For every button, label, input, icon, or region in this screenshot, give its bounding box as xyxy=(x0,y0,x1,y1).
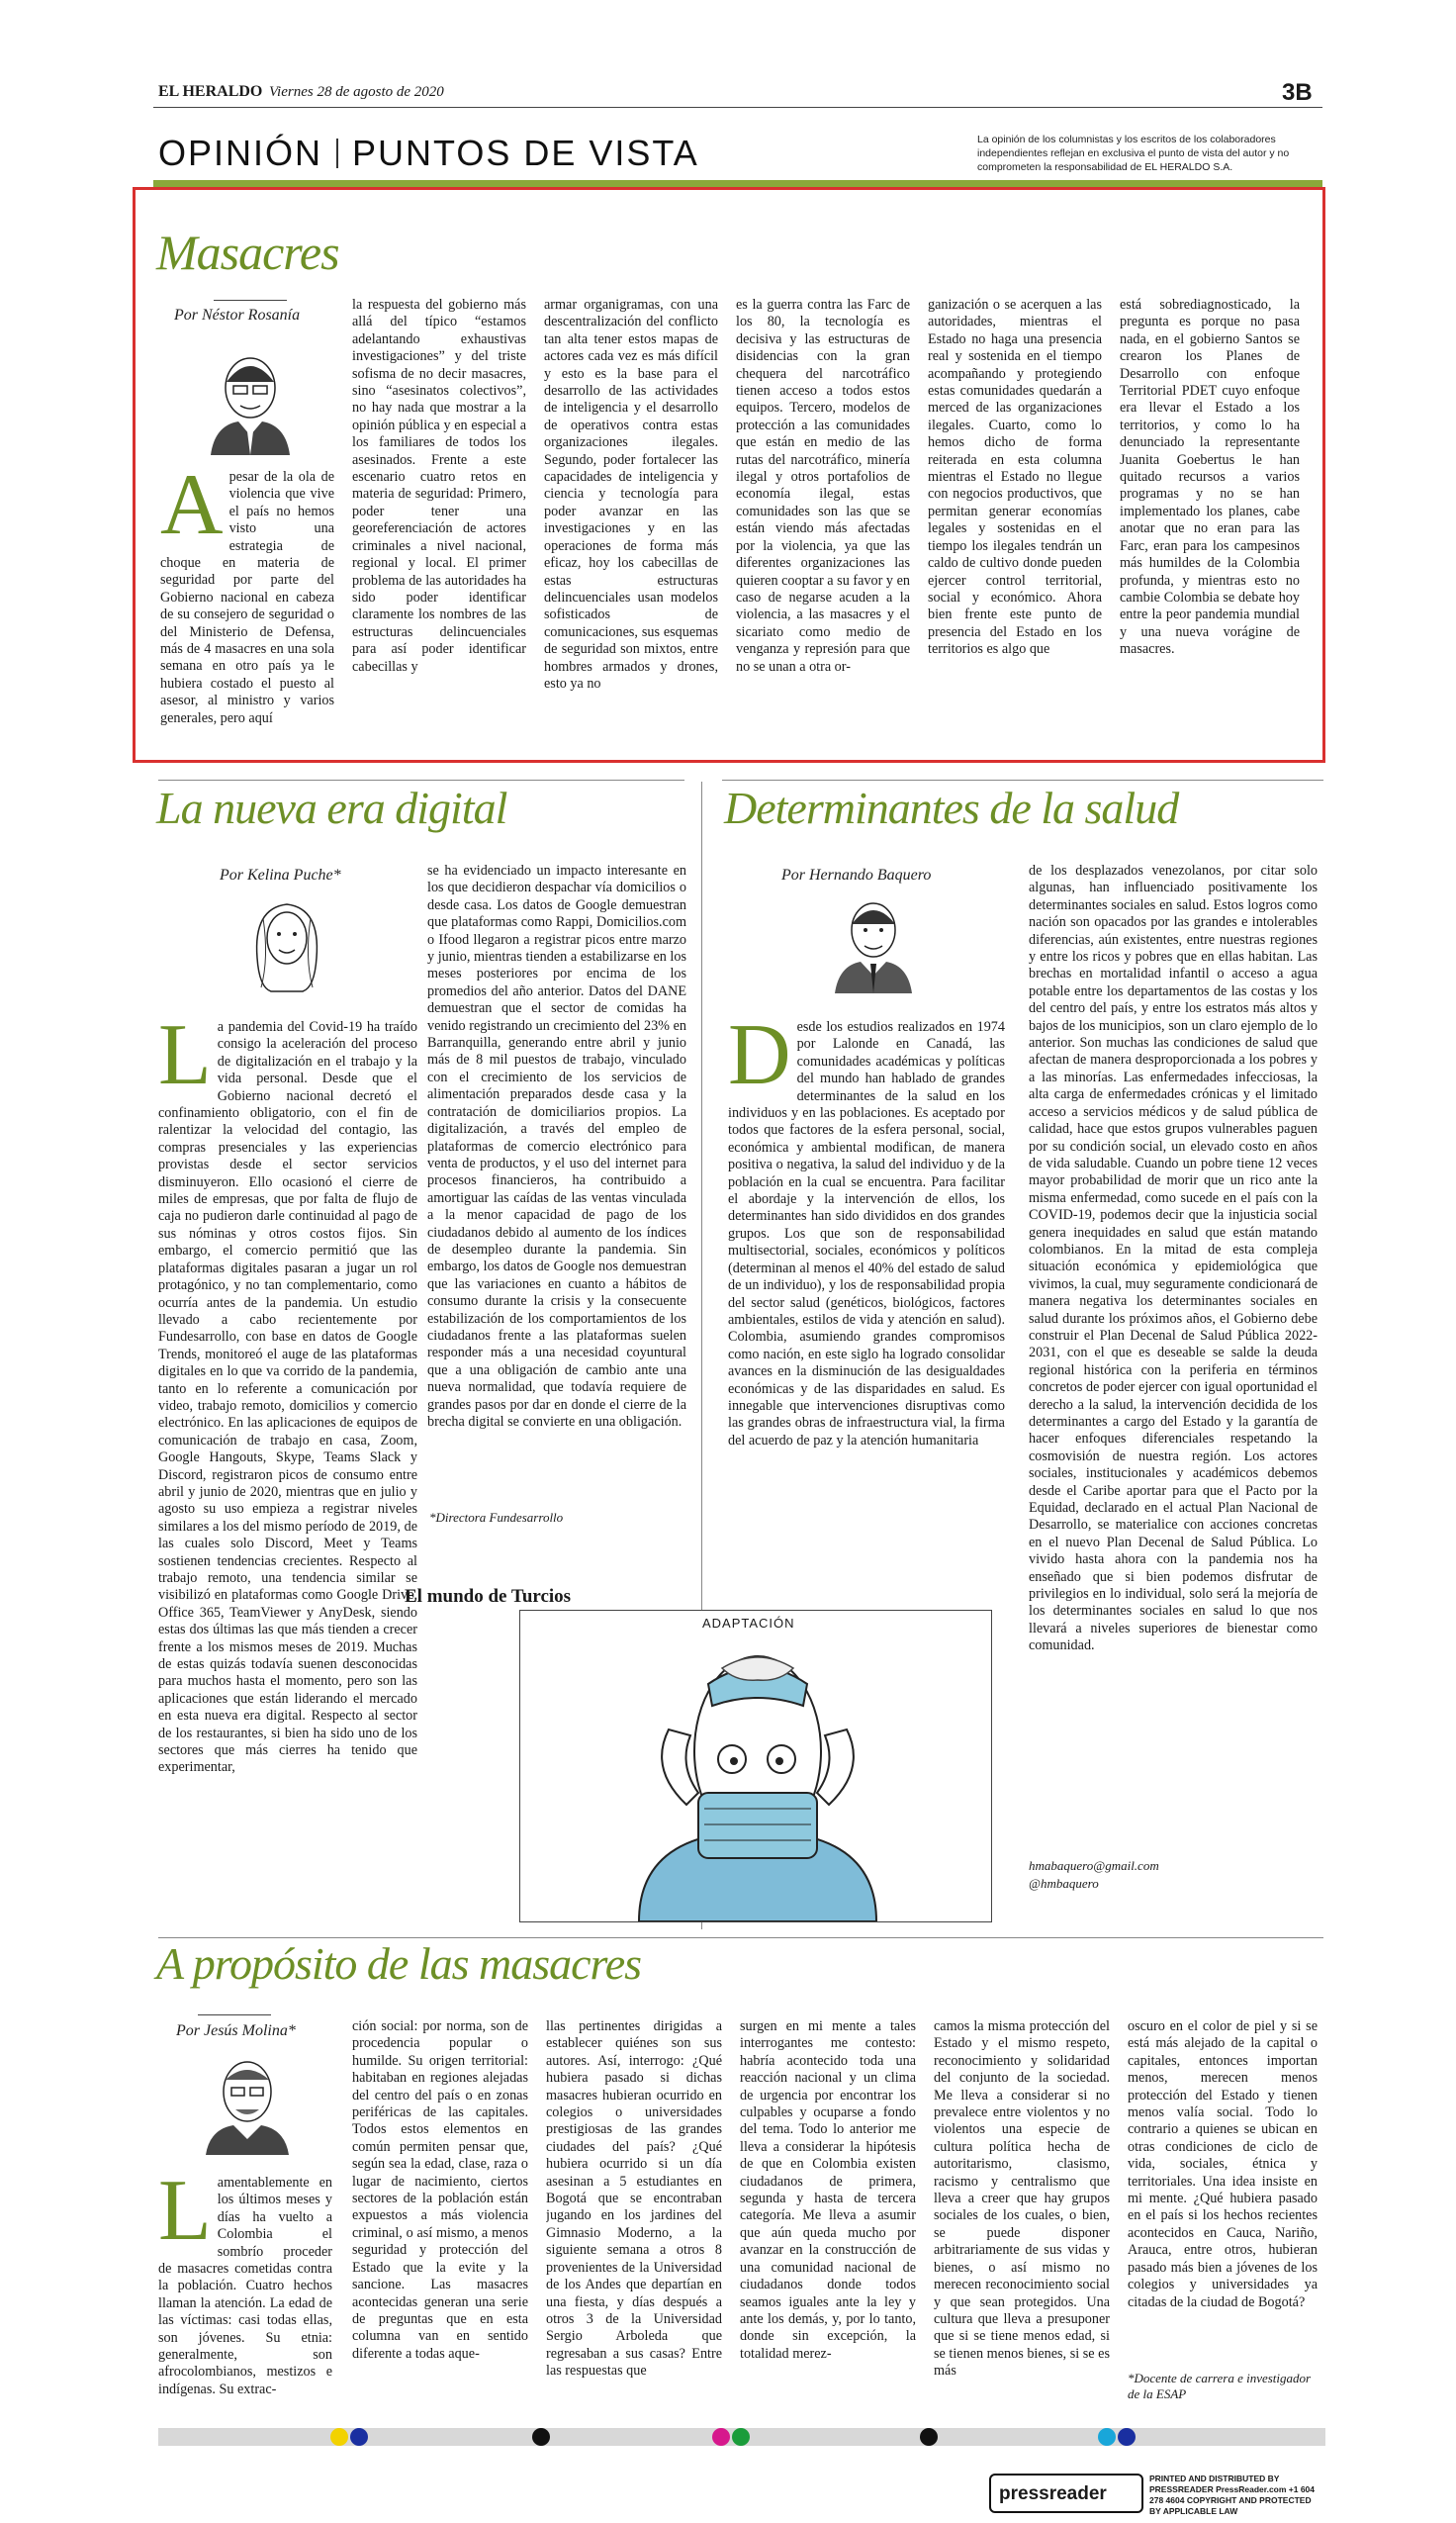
registration-dot-black xyxy=(532,2428,550,2446)
article-digital-title: La nueva era digital xyxy=(156,783,507,833)
page-number: 3B xyxy=(1282,79,1313,106)
byline-rule xyxy=(198,2014,271,2015)
cartoon-drawing xyxy=(520,1611,991,1921)
article-proposito-col-1: Lamentablemente en los últimos meses y días ha vuelto a Colombia el sombrío proceder de masacres cometidas contra la población. Cuatro hechos llaman la atención. La edad de las víctimas: casi todas ellas, son jóvenes. Su etnia: generalmente, son afrocolombianos, mestizos e indígenas. Su extrac- xyxy=(158,2175,332,2397)
article-masacres-col-6: está sobrediagnosticado, la pregunta es porque no pasa nada, en el gobierno Santos se crearon los Planes de Desarrollo con enfoque Territorial PDET cuyo enfoque era llevar el Estado a los territorios, y como lo ha denunciado la representante Juanita Goebertus le han quitado recursos a varios programas y no se han implementado los planes, cabe anotar que no eran para las Farc, eran para los campesinos más humildes de la Colombia profunda, y mientras esto no cambie Colombia se debate hoy entre la peor pandemia mundial y una nueva vorágine de masacres. xyxy=(1120,297,1300,658)
registration-dot-blue xyxy=(350,2428,368,2446)
issue-date: Viernes 28 de agosto de 2020 xyxy=(269,84,444,100)
section-opinion: OPINIÓN xyxy=(158,133,323,173)
article-digital-col-2: se ha evidenciado un impacto interesante en los que decidieron despachar vía domicilios o desde casa. Los datos de Google demuestran que plataformas como Rappi, Domicilios.com o Ifood llegaron a registrar picos entre marzo y junio, mientras tienden a estabilizarse en los meses posteriores por encima de los promedios del año anterior. Datos del DANE demuestran que el sector de comidas ha venido registrando un crecimiento del 23% en Barranquilla, generando entre abril y junio más de 8 mil puestos de trabajo, vinculado con el crecimiento de los servicios de alimentación preparados desde casa y la contratación de domiciliarios propios. La digitalización, a través del empleo de plataformas de comercio electrónico para venta de productos, y el uso del internet para procesos financieros, ha contribuido a amortiguar las caídas de las ventas vinculada a la menor capacidad de pago de los ciudadanos debido al aumento de los índices de desempleo durante la pandemia. Sin embargo, los datos de Google nos demuestran que las variaciones en cuanto a hábitos de consumo durante la crisis y la consecuente estabilización de los comportamientos de los ciudadanos frente a las plataformas suelen responder más a una necesidad coyuntural que a una obligación de cambio ante una nueva normalidad, que todavía requiere de grandes pasos por dar en donde el cierre de la brecha digital se convierte en una obligación. xyxy=(427,863,686,1430)
article-digital-col-1: La pandemia del Covid-19 ha traído consigo la aceleración del proceso de digitalización en el trabajo y la vida personal. Desde que el Gobierno nacional decretó el confinamiento obligatorio, con el fin de ralentizar la velocidad del contagio, las compras presenciales y las experiencias provistas desde el sector servicios disminuyeron. Ello ocasionó el cierre de miles de empresas, que por falta de flujo de caja no pudieron darle continuidad al pago de sus nóminas y otros costos fijos. Sin embargo, el comercio permitió que las plataformas digitales pasaran a jugar un rol protagónico, y no tan complementario, como ocurría antes de la pandemia. Un estudio llevado a cabo recientemente por Fundesarrollo, con base en datos de Google Trends, monitoreó el auge de las plataformas digitales en lo que va corrido de la pandemia, tanto en lo referente a comunicación por video, trabajo remoto, domicilios y comercio electrónico. En las aplicaciones de equipos de comunicación de trabajo en casa, Zoom, Google Hangouts, Skype, Teams Slack y Discord, registraron picos de consumo entre abril y junio de 2020, mientras que en julio y agosto su uso empieza a registrar niveles similares a los del mismo período de 2019, de las cuales solo Discord, Meet y Teams sostienen tendencias crecientes. Respecto al trabajo remoto, una tendencia similar se visibilizó en plataformas como Google Drive, Office 365, TeamViewer y AnyDesk, siendo estas dos últimas las que más tienden a crecer frente a los mismos meses de 2019. Muchas de estas quizás todavía suenen desconocidas para muchos hasta el momento, pero son las aplicaciones que están liderando el mercado en esta nueva era digital. Respecto al sector de los restaurantes, si bien ha sido uno de los sectores que más cierres ha tenido que experimentar, xyxy=(158,1019,417,1776)
author-puche-portrait xyxy=(237,888,336,999)
article-proposito-title: A propósito de las masacres xyxy=(156,1938,642,1989)
registration-dot-black xyxy=(920,2428,938,2446)
dropcap: D xyxy=(728,1019,791,1103)
pressreader-brand: pressreader xyxy=(999,2483,1107,2504)
author-rosania-portrait xyxy=(201,344,300,455)
author-molina-portrait xyxy=(198,2046,297,2155)
registration-dot-blue xyxy=(1118,2428,1136,2446)
article-digital-byline: Por Kelina Puche* xyxy=(220,867,341,884)
opinion-disclaimer: La opinión de los columnistas y los escritos de los colaboradores independientes reflejan en exclusiva el punto de vista del autor y no comprometen la responsabilidad de EL HERALDO S.A. xyxy=(977,134,1290,173)
section-title xyxy=(158,133,699,174)
author-baquero-handle: @hmbaquero xyxy=(1029,1876,1099,1891)
article-masacres-col-5: ganización o se acerquen a las autoridades, mientras el Estado no haga una presencia real y sostenida en el tiempo acompañando y protegiendo estas comunidades quedarán a merced de las organizaciones ilegales. Cuarto, como lo hemos dicho de forma reiterada en esta columna mientras el Estado no llegue con negocios productivos, que permitan generar economías legales y sostenidas en el tiempo los ilegales tendrán un caldo de cultivo donde pueden ejercer control territorial, social y económico. Ahora bien frente este punto de presencia del Estado en los territorios es algo que xyxy=(928,297,1102,658)
registration-dot-green xyxy=(732,2428,750,2446)
registration-dot-yellow xyxy=(330,2428,348,2446)
article-salud-title: Determinantes de la salud xyxy=(724,783,1179,833)
article-proposito-byline: Por Jesús Molina* xyxy=(176,2022,296,2039)
article-proposito-col-5: camos la misma protección del Estado y el mismo respeto, reconocimiento y solidaridad del conjunto de la sociedad. Me lleva a considerar si no prevalece entre violentos y no violentos una especie de cultura política hecha de autoritarismo, clasismo, racismo y centralismo que lleva a creer que hay grupos sociales de los cuales, o bien, se puede disponer arbitrariamente de sus vidas y bienes, o así mismo no merecen reconocimiento social y que sean protegidos. Una cultura que lleva a presuponer que si se tiene menos edad, si se tienen menos bienes, si se es más xyxy=(934,2018,1110,2380)
article-proposito-col-6: oscuro en el color de piel y si se está más alejado de la capital o capitales, entonces importan menos, merecen menos protección del Estado y tienen menos valía social. Todo lo contrario a quienes se ubican en otras condiciones de ciclo de vida, sociales, étnica y territoriales. Una idea insiste en mi mente. ¿Qué hubiera pasado en el país si los hechos recientes acontecidos en Cauca, Nariño, Arauca, entre otros, hubieran pasado más bien a jóvenes de los colegios y universidades ya citadas de la ciudad de Bogotá? xyxy=(1128,2018,1318,2310)
section-rule xyxy=(158,780,684,781)
cartoon-caption: ADAPTACIÓN xyxy=(702,1616,795,1631)
header-rule xyxy=(153,107,1322,108)
article-masacres-col-4: es la guerra contra las Farc de los 80, la tecnología es decisiva y las estructuras de disidencias con la gran chequera del narcotráfico tienen acceso a todos estos equipos. Tercero, modelos de protección a las comunidades que están en medio de las rutas del narcotráfico, minería ilegal y otros portafolios de economía ilegal, estas comunidades son las que se están viendo más afectadas por la violencia, ya que las diferentes organizaciones las quieren cooptar a su favor y en caso de negarse acuden a la violencia, a las masacres y el sicariato como medio de venganza y represión para que no se unan a otra or- xyxy=(736,297,910,675)
author-puche-note: *Directora Fundesarrollo xyxy=(429,1510,564,1525)
article-masacres-title: Masacres xyxy=(156,225,339,280)
dropcap: L xyxy=(158,2175,212,2259)
author-baquero-portrait xyxy=(829,888,918,993)
section-divider xyxy=(336,139,338,168)
dropcap: A xyxy=(160,469,224,553)
section-rule xyxy=(722,780,1323,781)
cartoon-title: El mundo de Turcios xyxy=(405,1586,572,1607)
article-salud-byline: Por Hernando Baquero xyxy=(781,867,932,884)
article-proposito-col-2: ción social: por norma, son de procedencia popular o humilde. Su origen territorial: habitaban en regiones alejadas del centro del país o en zonas periféricas de las capitales. Todos estos elementos en común permiten pensar que, según sea la edad, clase, raza o lugar de nacimiento, ciertos sectores de la población están expuestos a más violencia criminal, o así mismo, a menos seguridad y protección del Estado que la evite y la sancione. Las masacres acontecidas generan una serie de preguntas que en esta columna van en sentido diferente a todas aque- xyxy=(352,2018,528,2362)
article-proposito-col-4: surgen en mi mente a tales interrogantes me contesto: habría acontecido toda una reacción nacional y un clima de urgencia por encontrar los culpables y ocuparse a fondo del tema. Todo lo anterior me lleva a considerar la hipótesis de que en Colombia existen ciudadanos de primera, segunda y hasta de tercera categoría. Me lleva a asumir que aún queda mucho por avanzar en la construcción de una comunidad nacional de ciudadanos donde todos seamos iguales ante la ley y ante los demás, y, por lo tanto, donde sin excepción, la totalidad merez- xyxy=(740,2018,916,2362)
article-masacres-col-1: Apesar de la ola de violencia que vive el país no hemos visto una estrategia de choque en materia de seguridad por parte del Gobierno nacional en cabeza de su consejero de seguridad o del Ministerio de Defensa, más de 4 masacres en una sola semana en otro país ya le hubiera costado el puesto al asesor, al ministro y varios generales, pero aquí xyxy=(160,469,334,726)
dropcap: L xyxy=(158,1019,212,1103)
newspaper-name: EL HERALDO xyxy=(158,83,263,100)
author-baquero-email: hmabaquero@gmail.com xyxy=(1029,1858,1159,1873)
byline-rule xyxy=(214,300,287,301)
registration-dot-cyan xyxy=(1098,2428,1116,2446)
article-masacres-col-2: la respuesta del gobierno más allá del típico “estamos adelantando exhaustivas investigaciones” y del triste sofisma de no decir masacres, sino “asesinatos colectivos”, no hay nada que mostrar a la opinión pública y en especial a los familiares de todos los asesinados. Frente a este escenario cuatro retos en materia de seguridad: Primero, poder tener una georeferenciación de actores criminales a nivel nacional, regional y local. El primer problema de las autoridades ha sido poder identificar claramente los nombres de las estructuras delincuenciales para así poder identificar cabecillas y xyxy=(352,297,526,675)
pressreader-notice: PRINTED AND DISTRIBUTED BY PRESSREADER PressReader.com +1 604 278 4604 COPYRIGHT AND PROTECTED BY APPLICABLE LAW xyxy=(1149,2474,1316,2516)
registration-dot-magenta xyxy=(712,2428,730,2446)
article-proposito-col-3: llas pertinentes dirigidas a establecer quiénes son sus autores. Así, interrogo: ¿Qué hubiera pasado si dichas masacres hubieran ocurrido en colegios o universidades prestigiosas de las grandes ciudades del país? ¿Qué hubiera ocurrido si un día asesinan a 5 estudiantes en Bogotá que se encontraban jugando en los jardines del Gimnasio Moderno, a la siguiente semana a otros 8 provenientes de la Universidad de los Andes que departían en una fiesta, y días después a otros 3 de la Universidad Sergio Arboleda que regresaban a sus casas? Entre las respuestas que xyxy=(546,2018,722,2380)
cartoon-frame xyxy=(519,1610,992,1922)
section-puntos: PUNTOS DE VISTA xyxy=(352,133,699,173)
article-salud-col-2: de los desplazados venezolanos, por citar solo algunas, han influenciado positivamente los determinantes sociales en salud. Estos logros como nación son opacados por las grandes e intolerables diferencias, aún existentes, entre nuestras regiones y entre los ricos y pobres que en ellas habitan. Las brechas en mortalidad infantil o acceso a agua potable entre los departamentos de las costas y los del centro del país, y entre los estratos más altos y bajos de los municipios, son un claro ejemplo de lo anterior. Son muchas las condiciones de salud que afectan de manera desproporcionada a los pobres y a las minorías. Las enfermedades infecciosas, la alta carga de enfermedades crónicas y el limitado acceso a servicios médicos y de salud pública de calidad, hace que estos grupos vulnerables paguen por su condición social, un elevado costo en años de vida saludable. Cuando un pobre tiene 12 veces mayor probabilidad de morir que un rico ante la misma enfermedad, como sucede en el país con la COVID-19, podemos decir que la injusticia social genera inequidades en salud que están matando colombianos. En la mitad de esta compleja situación económica y epidemiológica que vivimos, la cual, muy seguramente condicionará de manera negativa los determinantes sociales en salud durante los próximos años, el Gobierno debe construir el Plan Decenal de Salud Pública 2022-2031, con el que es deseable se salde la deuda regional histórica con la periferia en términos concretos de poder ejercer con igual oportunidad el derecho a la salud, la intervención decidida de los determinantes a cargo del Estado y la garantía de hacer enfoques diferenciales respetando la cosmovisión de nuestra región. Los actores sociales, institucionales y académicos debemos desde el Caribe aportar para que el Pacto por la Equidad, declarado en el actual Plan Nacional de Desarrollo, se materialice con acciones concretas en el nuevo Plan Decenal de Salud Pública. Lo vivido hasta ahora con la pandemia nos ha enseñado que si bien podemos disfrutar de privilegios en lo individual, solo será la mejoría de los determinantes sociales en salud lo que nos llevará a niveles superiores de bienestar como comunidad. xyxy=(1029,863,1318,1654)
article-salud-col-1: Desde los estudios realizados en 1974 por Lalonde en Canadá, las comunidades académicas y políticas del mundo han hablado de grandes determinantes de la salud en los individuos y en las poblaciones. Es aceptado por todos que factores de la esfera personal, social, económica y ambiental modifican, de manera positiva o negativa, la salud del individuo y de la población en la cual se encuentra. Para facilitar el abordaje y la intervención de ellos, los determinantes han sido divididos en dos grandes grupos. Los que son de responsabilidad multisectorial, sociales, económicos y políticos (determinan al menos el 40% del estado de salud de un individuo), y los de responsabilidad propia del sector salud (genéticos, biológicos, factores ambientales, estilos de vida y atención en salud). Colombia, asumiendo grandes compromisos como nación, en este siglo ha logrado consolidar avances en la disminución de las desigualdades económicas y de las disparidades en salud. Es innegable que intervenciones disruptivas como las grandes obras de infraestructura vial, la firma del acuerdo de paz y la atención humanitaria xyxy=(728,1019,1005,1448)
article-masacres-col-3: armar organigramas, con una descentralización del conflicto tan alta tener estos mapas de actores cada vez es más difícil y esto es la base para el desarrollo de las actividades de inteligencia y el desarrollo de operativos contra estas organizaciones ilegales. Segundo, poder fortalecer las capacidades de inteligencia y ciencia y tecnología para poder avanzar en las investigaciones y en las operaciones de forma más eficaz, hoy los cabecillas de estas estructuras delincuenciales usan modelos sofisticados de comunicaciones, sus esquemas de seguridad son mixtos, entre hombres armados y drones, esto ya no xyxy=(544,297,718,692)
article-masacres-byline: Por Néstor Rosanía xyxy=(174,307,301,324)
author-molina-note: *Docente de carrera e investigador de la ESAP xyxy=(1128,2371,1312,2401)
